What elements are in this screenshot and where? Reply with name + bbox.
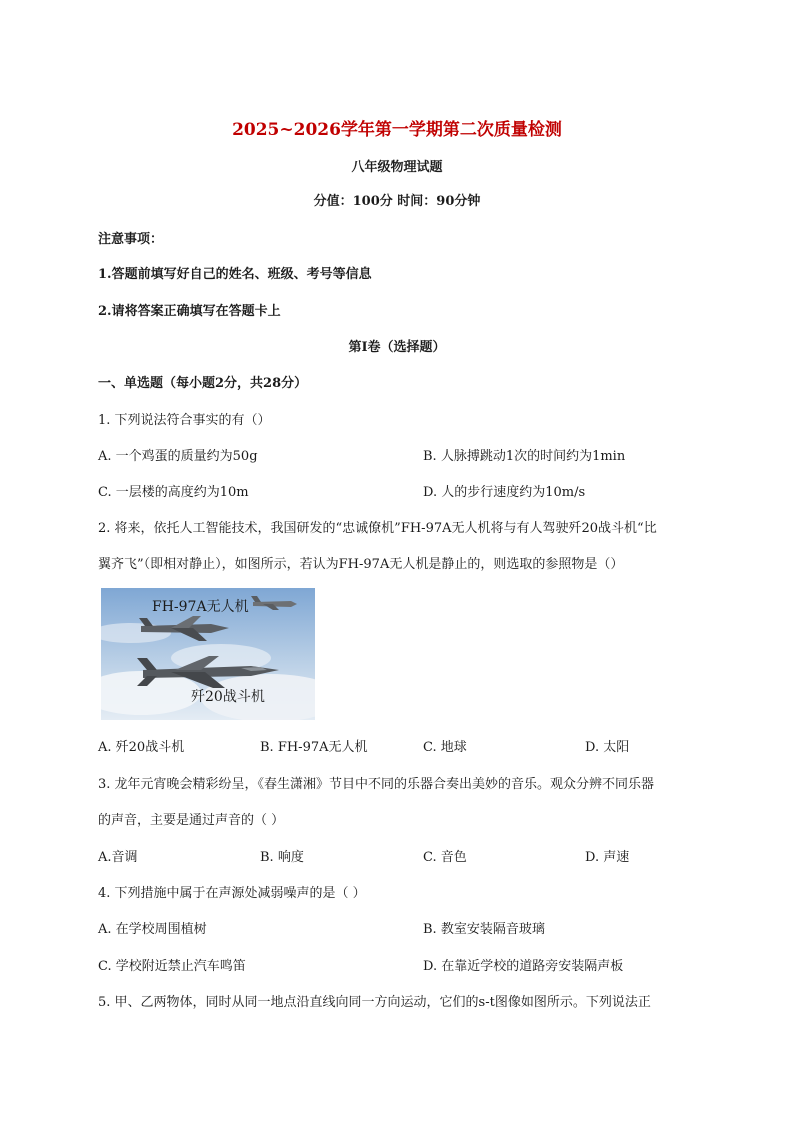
- question-1-option-d[interactable]: D. 人的步行速度约为10m/s: [423, 485, 586, 500]
- question-2-stem-line-1: 2. 将来，依托人工智能技术，我国研发的“忠诚僚机”FH-97A无人机将与有人驾驶歼20战斗机“比: [98, 521, 657, 536]
- question-3-option-b[interactable]: B. 响度: [260, 850, 304, 865]
- volume-title: 第I卷（选择题）: [348, 340, 446, 355]
- question-1-stem: 1. 下列说法符合事实的有（）: [98, 413, 271, 428]
- exam-title: 2025~2026学年第一学期第二次质量检测: [232, 120, 562, 140]
- exam-subtitle: 八年级物理试题: [351, 160, 443, 175]
- notice-item-2: 2.请将答案正确填写在答题卡上: [98, 304, 281, 319]
- question-5-stem: 5. 甲、乙两物体，同时从同一地点沿直线向同一方向运动，它们的s-t图像如图所示。下列说法正: [98, 995, 651, 1010]
- question-4-option-b[interactable]: B. 教室安装隔音玻璃: [423, 922, 545, 937]
- question-4-stem: 4. 下列措施中属于在声源处减弱噪声的是（ ）: [98, 886, 366, 901]
- question-3-option-a[interactable]: A.音调: [98, 850, 138, 865]
- question-2-stem-line-2: 翼齐飞”（即相对静止），如图所示，若认为FH-97A无人机是静止的，则选取的参照物是（）: [98, 557, 624, 572]
- question-2-option-c[interactable]: C. 地球: [423, 740, 467, 755]
- question-4-option-a[interactable]: A. 在学校周围植树: [98, 922, 207, 937]
- question-2-option-a[interactable]: A. 歼20战斗机: [98, 740, 185, 755]
- question-2-option-b[interactable]: B. FH-97A无人机: [260, 740, 368, 755]
- question-1-option-c[interactable]: C. 一层楼的高度约为10m: [98, 485, 249, 500]
- drone-label: FH-97A无人机: [152, 599, 249, 615]
- question-3-stem-line-2: 的声音，主要是通过声音的（ ）: [98, 813, 285, 828]
- question-1-option-b[interactable]: B. 人脉搏跳动1次的时间约为1min: [423, 449, 626, 464]
- question-4-option-d[interactable]: D. 在靠近学校的道路旁安装隔声板: [423, 959, 624, 974]
- question-3-stem-line-1: 3. 龙年元宵晚会精彩纷呈，《春生潇湘》节目中不同的乐器合奏出美妙的音乐。观众分辨不同乐器: [98, 777, 655, 792]
- exam-meta: 分值：100分 时间：90分钟: [313, 194, 481, 209]
- question-4-option-c[interactable]: C. 学校附近禁止汽车鸣笛: [98, 959, 246, 974]
- fighter-label: 歼20战斗机: [191, 689, 265, 705]
- section-title: 一、单选题（每小题2分，共28分）: [98, 376, 308, 391]
- notice-item-1: 1.答题前填写好自己的姓名、班级、考号等信息: [98, 267, 372, 282]
- notice-heading: 注意事项：: [98, 232, 164, 247]
- question-1-option-a[interactable]: A. 一个鸡蛋的质量约为50g: [98, 449, 258, 464]
- question-2-figure: [101, 588, 315, 720]
- question-3-option-c[interactable]: C. 音色: [423, 850, 467, 865]
- question-2-option-d[interactable]: D. 太阳: [585, 740, 630, 755]
- question-3-option-d[interactable]: D. 声速: [585, 850, 630, 865]
